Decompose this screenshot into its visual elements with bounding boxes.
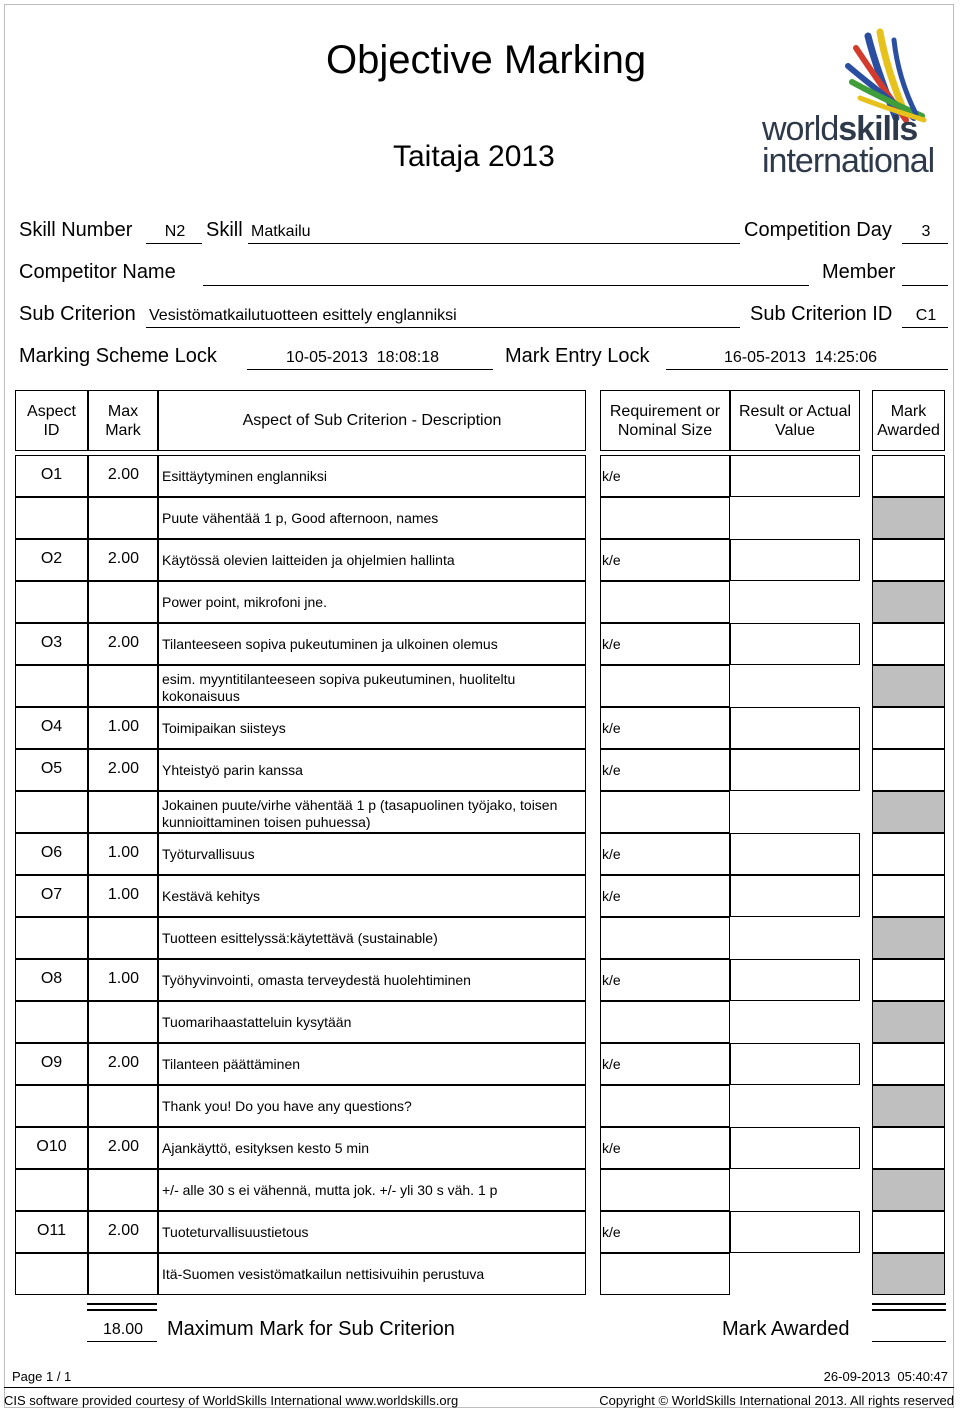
aspect-description: Ajankäyttö, esityksen kesto 5 min: [162, 1140, 369, 1156]
result-cell[interactable]: [730, 707, 860, 749]
sub-criterion-id-value: C1: [915, 307, 937, 324]
result-cell[interactable]: [730, 749, 860, 791]
result-cell[interactable]: [730, 833, 860, 875]
competition-day-value: 3: [921, 223, 931, 240]
mark-awarded-total-field[interactable]: [872, 1341, 946, 1342]
aspect-description: Esittäytyminen englanniksi: [162, 468, 327, 484]
aspect-note: Tuotteen esittelyssä:käytettävä (sustainable): [162, 930, 438, 946]
max-mark-label: Maximum Mark for Sub Criterion: [167, 1318, 455, 1340]
max-mark: 1.00: [107, 718, 139, 735]
skill-number-value: N2: [164, 223, 186, 240]
max-mark: 1.00: [107, 886, 139, 903]
aspect-id: O4: [40, 718, 63, 735]
aspect-id: O3: [40, 634, 63, 651]
cis-credit: CIS software provided courtesy of WorldSkills International www.worldskills.org: [4, 1393, 459, 1408]
max-mark-total: 18.00: [102, 1321, 144, 1338]
requirement: k/e: [602, 720, 621, 736]
mark-awarded-cell[interactable]: [872, 1211, 945, 1253]
max-mark: 2.00: [107, 466, 139, 483]
aspect-description: Tilanteen päättäminen: [162, 1056, 301, 1072]
sub-criterion-id-label: Sub Criterion ID: [750, 303, 893, 325]
shaded-cell: [872, 917, 945, 959]
result-cell[interactable]: [730, 539, 860, 581]
aspect-description: Käytössä olevien laitteiden ja ohjelmien hallinta: [162, 552, 455, 568]
shaded-cell: [872, 1001, 945, 1043]
result-cell[interactable]: [730, 1211, 860, 1253]
aspect-id: O10: [36, 1138, 67, 1155]
header-max-mark: Max Mark: [105, 402, 141, 439]
aspect-note: Itä-Suomen vesistömatkailun nettisivuihin perustuva: [162, 1266, 485, 1282]
mark-awarded-cell[interactable]: [872, 1127, 945, 1169]
page-title: Objective Marking: [326, 38, 647, 82]
marking-scheme-lock-label: Marking Scheme Lock: [19, 345, 217, 367]
aspect-id: O9: [40, 1054, 63, 1071]
result-cell[interactable]: [730, 1127, 860, 1169]
header-requirement: Requirement or Nominal Size: [609, 402, 721, 439]
mark-entry-lock-value: 16-05-2013 14:25:06: [724, 349, 878, 366]
aspect-id: O2: [40, 550, 63, 567]
max-mark: 2.00: [107, 634, 139, 651]
logo-skills: skills: [838, 110, 918, 148]
header-description: Aspect of Sub Criterion - Description: [242, 412, 502, 429]
logo-world: world: [762, 110, 839, 148]
aspect-description: Yhteistyö parin kanssa: [162, 762, 303, 778]
competition-day-label: Competition Day: [744, 219, 892, 241]
result-cell[interactable]: [730, 875, 860, 917]
mark-awarded-cell[interactable]: [872, 833, 945, 875]
copyright: Copyright © WorldSkills International 2013. All rights reserved: [599, 1393, 954, 1408]
max-mark: 1.00: [107, 844, 139, 861]
competitor-name-field[interactable]: [203, 285, 809, 286]
header-mark-awarded: Mark Awarded: [877, 402, 940, 439]
marking-scheme-lock-value: 10-05-2013 18:08:18: [286, 349, 440, 366]
max-mark: 2.00: [107, 1054, 139, 1071]
mark-awarded-cell[interactable]: [872, 623, 945, 665]
mark-awarded-cell[interactable]: [872, 1043, 945, 1085]
mark-awarded-cell[interactable]: [872, 455, 945, 497]
aspect-id: O7: [40, 886, 63, 903]
aspect-note: +/- alle 30 s ei vähennä, mutta jok. +/- yli 30 s väh. 1 p: [162, 1182, 498, 1198]
aspect-id: O8: [40, 970, 63, 987]
page-number: Page 1 / 1: [12, 1369, 72, 1384]
aspect-description: Tuoteturvallisuustietous: [162, 1224, 309, 1240]
result-cell[interactable]: [730, 959, 860, 1001]
shaded-cell: [872, 1085, 945, 1127]
sub-criterion-label: Sub Criterion: [19, 303, 136, 325]
max-mark: 2.00: [107, 1138, 139, 1155]
skill-label: Skill: [206, 219, 243, 241]
requirement: k/e: [602, 1140, 621, 1156]
mark-awarded-cell[interactable]: [872, 875, 945, 917]
shaded-cell: [872, 1169, 945, 1211]
mark-awarded-cell[interactable]: [872, 539, 945, 581]
aspect-note: Tuomarihaastatteluin kysytään: [162, 1014, 352, 1030]
max-mark: 2.00: [107, 1222, 139, 1239]
mark-awarded-label: Mark Awarded: [722, 1318, 850, 1340]
mark-awarded-cell[interactable]: [872, 959, 945, 1001]
aspect-description: Tilanteeseen sopiva pukeutuminen ja ulkoinen olemus: [162, 636, 498, 652]
shaded-cell: [872, 791, 945, 833]
max-mark: 1.00: [107, 970, 139, 987]
shaded-cell: [872, 581, 945, 623]
aspect-description: Toimipaikan siisteys: [162, 720, 286, 736]
header-aspect-id: Aspect ID: [27, 402, 76, 439]
shaded-cell: [872, 1253, 945, 1295]
requirement: k/e: [602, 1056, 621, 1072]
requirement: k/e: [602, 552, 621, 568]
requirement: k/e: [602, 888, 621, 904]
mark-awarded-cell[interactable]: [872, 707, 945, 749]
mark-entry-lock-label: Mark Entry Lock: [505, 345, 650, 367]
aspect-note: Puute vähentää 1 p, Good afternoon, names: [162, 510, 439, 526]
skill-number-label: Skill Number: [19, 219, 133, 241]
requirement: k/e: [602, 636, 621, 652]
aspect-note: esim. myyntitilanteeseen sopiva pukeutuminen, huoliteltu kokonaisuus: [162, 671, 516, 704]
aspect-id: O6: [40, 844, 63, 861]
aspect-id: O11: [36, 1222, 67, 1239]
mark-awarded-cell[interactable]: [872, 749, 945, 791]
requirement: k/e: [602, 468, 621, 484]
shaded-cell: [872, 665, 945, 707]
requirement: k/e: [602, 972, 621, 988]
header-result: Result or Actual Value: [738, 402, 852, 439]
aspect-description: Työturvallisuus: [162, 846, 255, 862]
aspect-description: Kestävä kehitys: [162, 888, 261, 904]
requirement: k/e: [602, 1224, 621, 1240]
sub-criterion-value: Vesistömatkailutuotteen esittely englanniksi: [149, 307, 457, 324]
requirement: k/e: [602, 846, 621, 862]
result-cell[interactable]: [730, 455, 860, 497]
member-label: Member: [822, 261, 896, 283]
aspect-note: Jokainen puute/virhe vähentää 1 p (tasapuolinen työjako, toisen kunnioittaminen toisen puhuessa): [162, 797, 558, 830]
max-mark: 2.00: [107, 760, 139, 777]
competitor-name-label: Competitor Name: [19, 261, 176, 283]
max-mark: 2.00: [107, 550, 139, 567]
requirement: k/e: [602, 762, 621, 778]
aspect-description: Työhyvinvointi, omasta terveydestä huolehtiminen: [162, 972, 471, 988]
logo-international: international: [762, 142, 935, 180]
result-cell[interactable]: [730, 623, 860, 665]
result-cell[interactable]: [730, 1043, 860, 1085]
print-timestamp: 26-09-2013 05:40:47: [823, 1369, 948, 1384]
aspect-note: Power point, mikrofoni jne.: [162, 594, 327, 610]
worldskills-logo: [756, 28, 936, 178]
member-field[interactable]: [902, 285, 948, 286]
shaded-cell: [872, 497, 945, 539]
aspect-id: O5: [40, 760, 63, 777]
skill-value: Matkailu: [251, 223, 311, 240]
event-title: Taitaja 2013: [393, 140, 555, 173]
aspect-id: O1: [40, 466, 63, 483]
aspect-note: Thank you! Do you have any questions?: [162, 1098, 412, 1114]
